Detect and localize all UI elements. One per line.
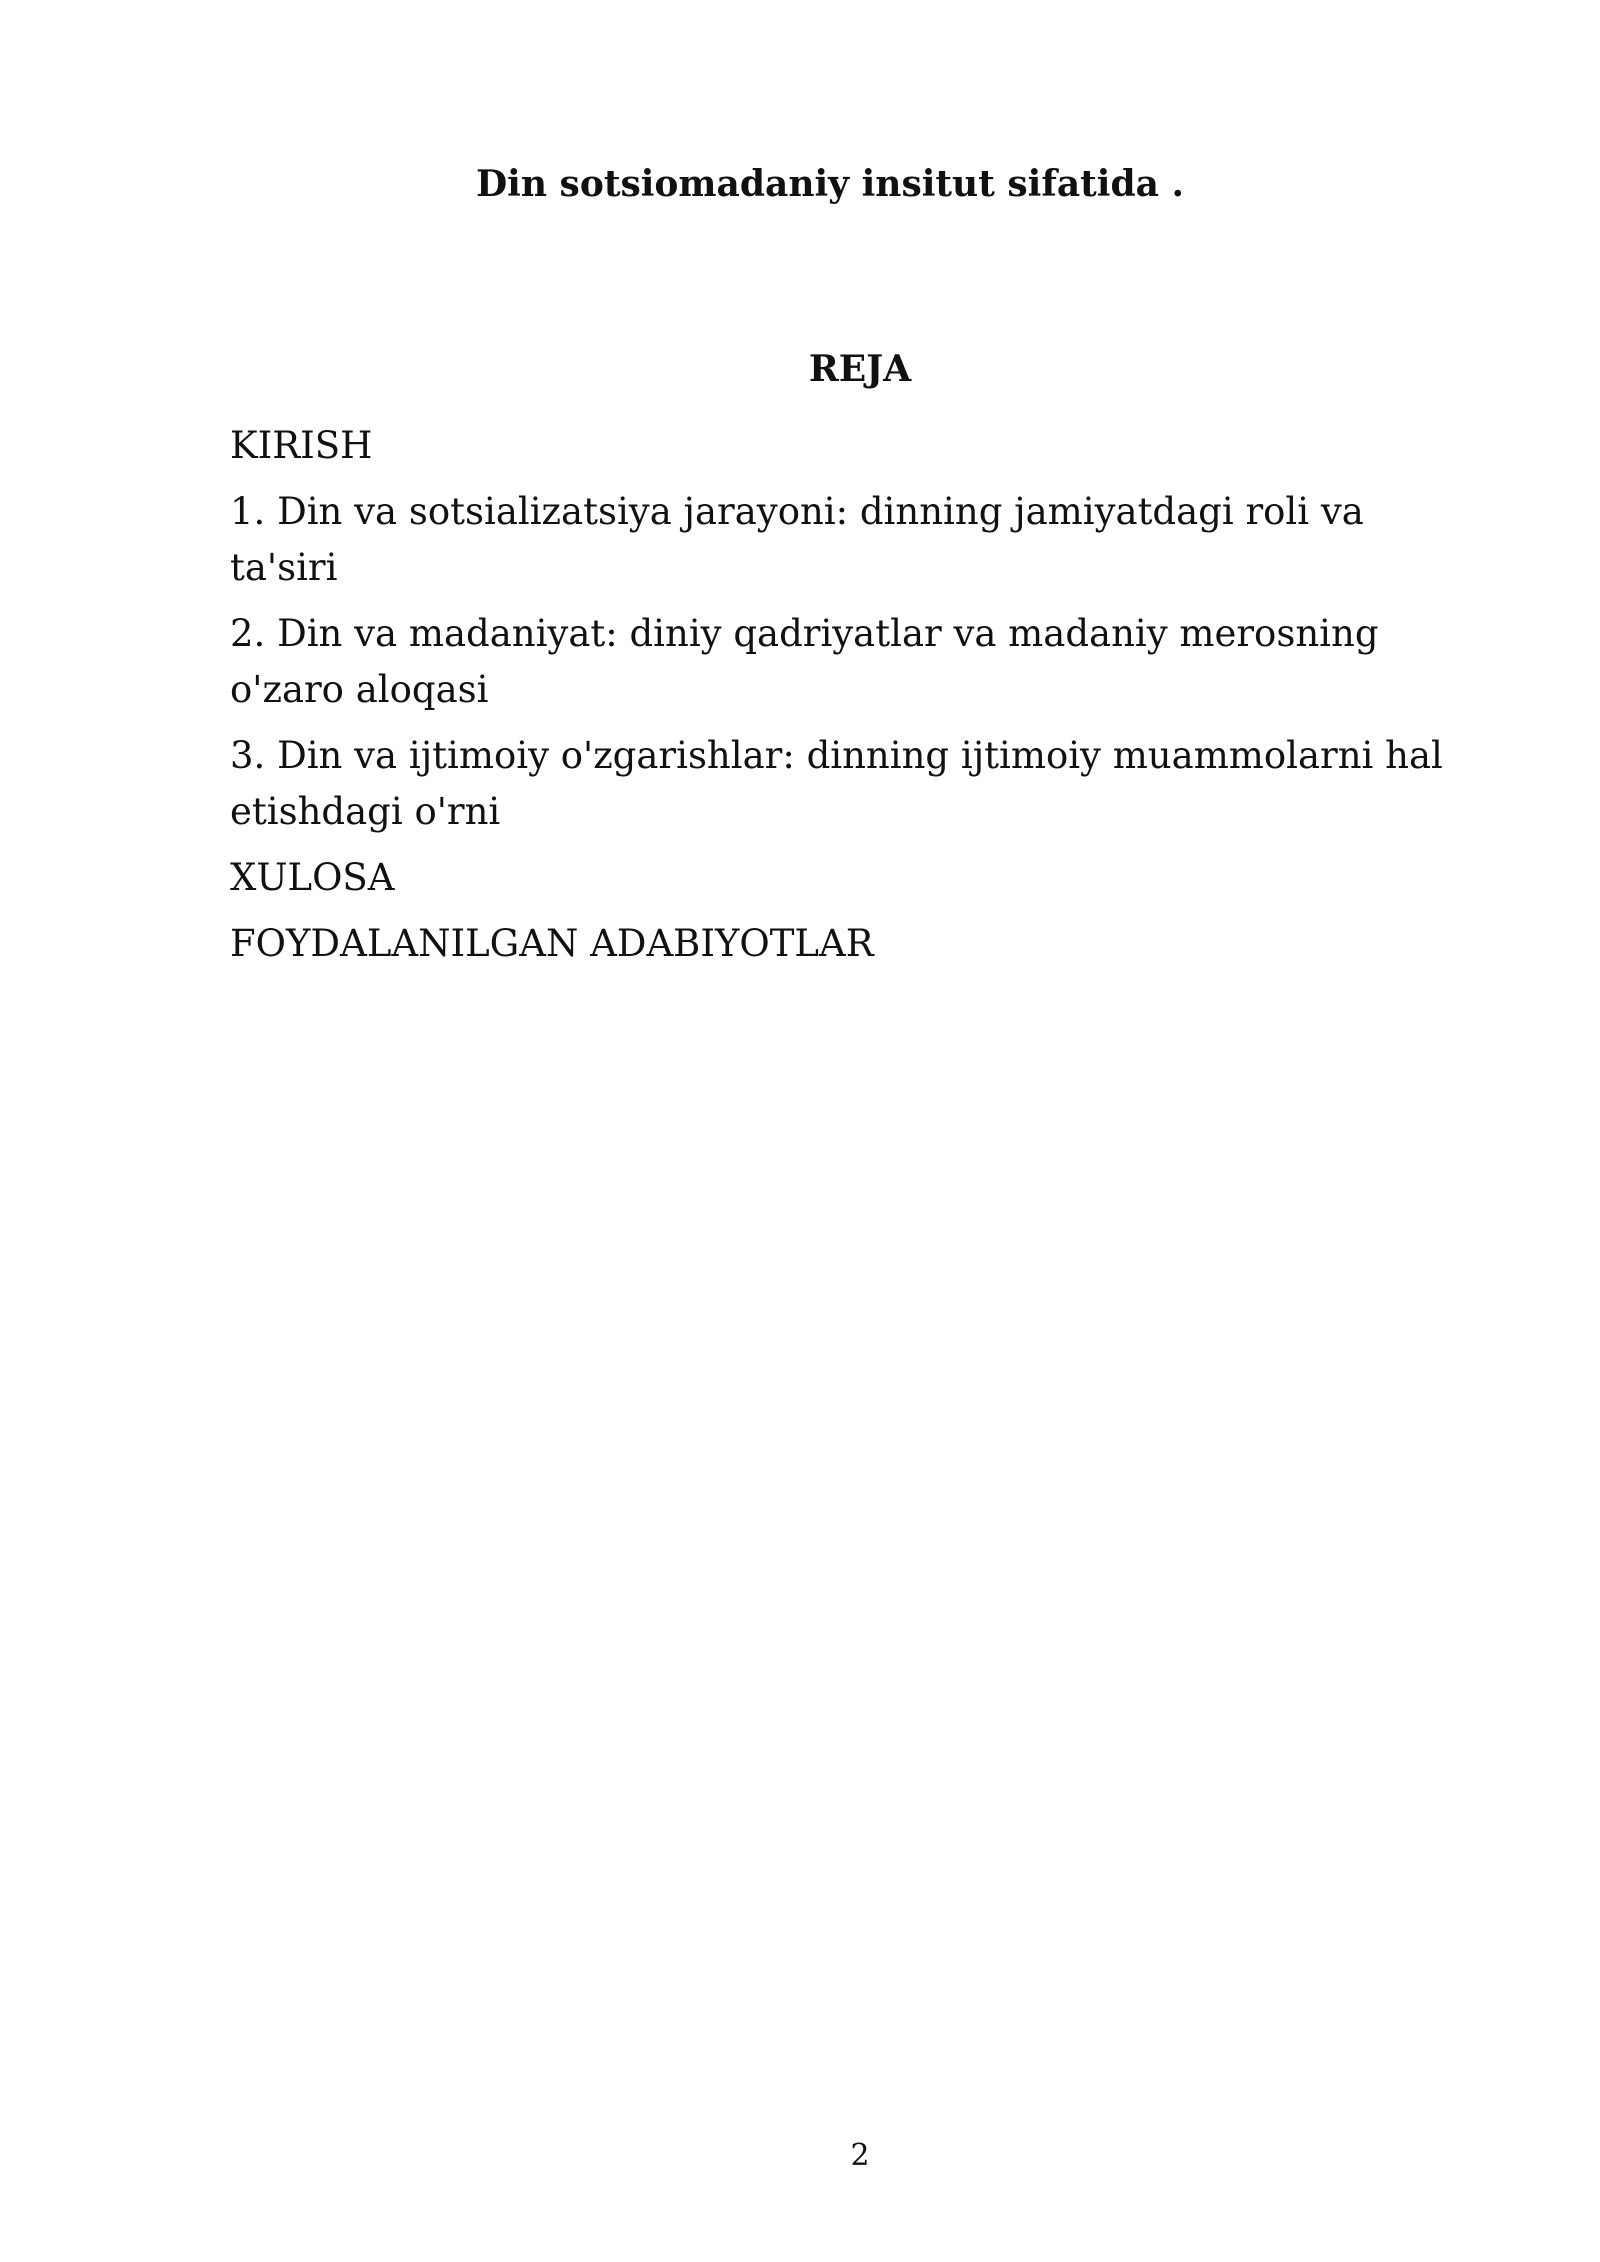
plan-list xyxy=(230,418,1480,982)
document-title: Din sotsiomadaniy insitut sifatida . xyxy=(475,163,1185,205)
plan-item-references: FOYDALANILGAN ADABIYOTLAR xyxy=(230,922,874,965)
plan-item-2: 2. Din va madaniyat: diniy qadriyatlar va madaniy merosning o'zaro aloqasi xyxy=(230,612,1379,711)
plan-item-3: 3. Din va ijtimoiy o'zgarishlar: dinning ijtimoiy muammolarni hal etishdagi o'rni xyxy=(230,734,1443,833)
plan-item-conclusion: XULOSA xyxy=(230,856,395,899)
plan-item-introduction: KIRISH xyxy=(230,424,373,467)
plan-heading: REJA xyxy=(808,348,912,390)
page-number: 2 xyxy=(850,2138,870,2173)
plan-item-1: 1. Din va sotsializatsiya jarayoni: dinning jamiyatdagi roli va ta'siri xyxy=(230,490,1364,589)
